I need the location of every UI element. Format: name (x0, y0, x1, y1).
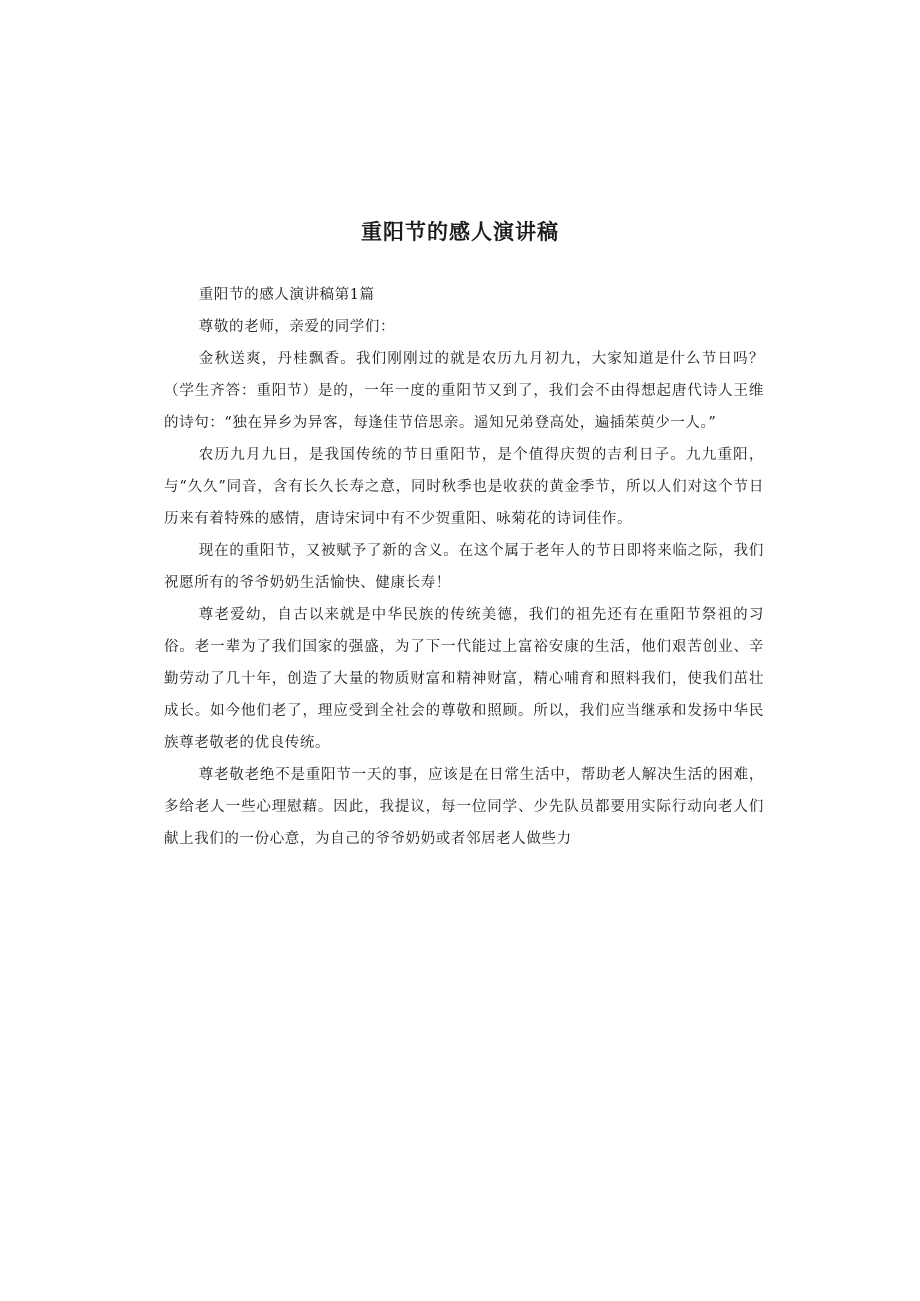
document-body (164, 279, 764, 855)
document-title: 重阳节的感人演讲稿 (361, 220, 559, 244)
section-heading: 重阳节的感人演讲稿第1篇 (198, 287, 375, 303)
paragraph: 尊老爱幼，自古以来就是中华民族的传统美德，我们的祖先还有在重阳节祭祖的习俗。老一辈为了我们国家的强盛，为了下一代能过上富裕安康的生活，他们艰苦创业、辛勤劳动了几十年，创造了大量的物质财富和精神财富，精心哺育和照料我们，使我们茁壮成长。如今他们老了，理应受到全社会的尊敬和照顾。所以，我们应当继承和发扬中华民族尊老敬老的优良传统。 (164, 607, 764, 751)
paragraph: 金秋送爽，丹桂飘香。我们刚刚过的就是农历九月初九，大家知道是什么节日吗？（学生齐答：重阳节）是的，一年一度的重阳节又到了，我们会不由得想起唐代诗人王维的诗句：“独在异乡为异客，每逢佳节倍思亲。遥知兄弟登高处，遍插茱萸少一人。” (164, 351, 764, 431)
paragraph: 现在的重阳节，又被赋予了新的含义。在这个属于老年人的节日即将来临之际，我们祝愿所有的爷爷奶奶生活愉快、健康长寿！ (164, 543, 764, 591)
paragraph: 农历九月九日，是我国传统的节日重阳节，是个值得庆贺的吉利日子。九九重阳，与“久久”同音，含有长久长寿之意，同时秋季也是收获的黄金季节，所以人们对这个节日历来有着特殊的感情，唐诗宋词中有不少贺重阳、咏菊花的诗词佳作。 (164, 447, 764, 527)
paragraph: 尊老敬老绝不是重阳节一天的事，应该是在日常生活中，帮助老人解决生活的困难，多给老人一些心理慰藉。因此，我提议，每一位同学、少先队员都要用实际行动向老人们献上我们的一份心意，为自己的爷爷奶奶或者邻居老人做些力 (164, 767, 764, 847)
salutation: 尊敬的老师，亲爱的同学们： (198, 319, 396, 335)
